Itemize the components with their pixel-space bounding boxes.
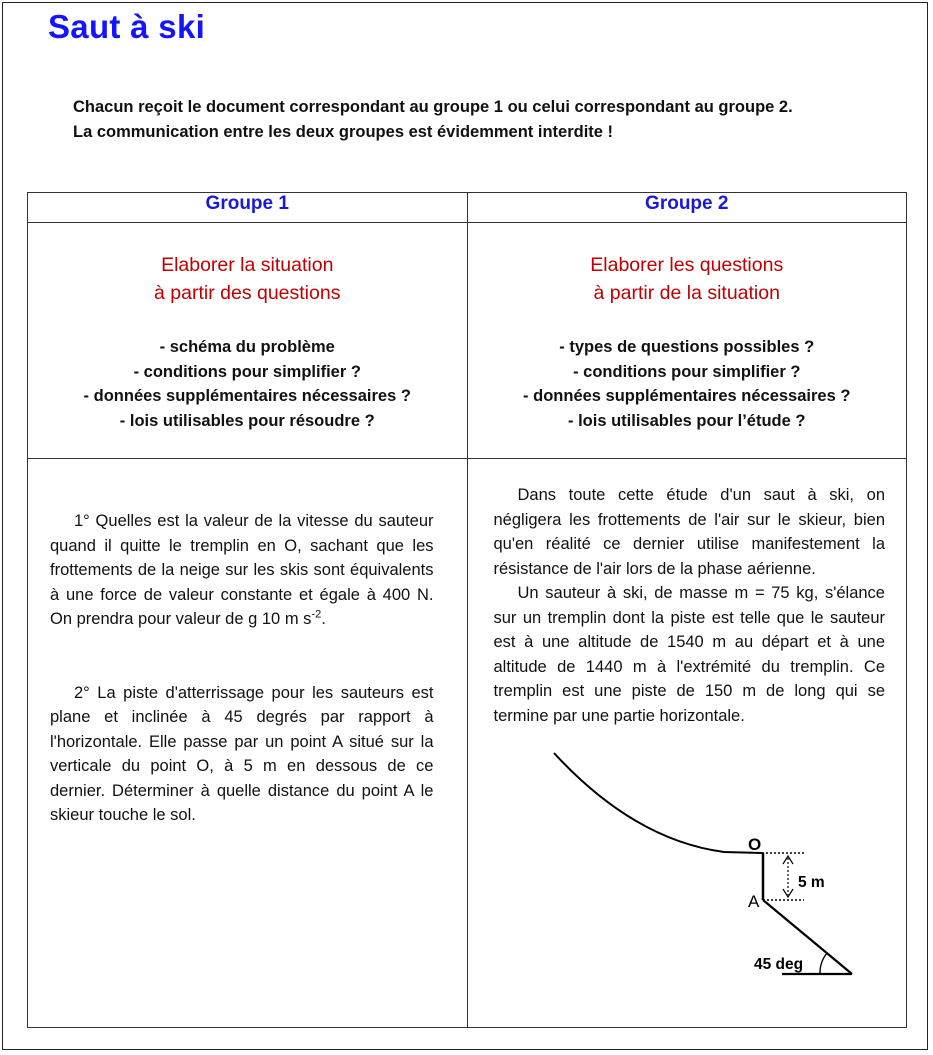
label-o: O [747,835,761,854]
intro-line-2: La communication entre les deux groupes est évidemment interdite ! [73,123,614,141]
question-2: 2° La piste d'atterrissage pour les sauteurs est plane et inclinée à 45 degrés par rapport à l'horizontale. Elle passe par un point A situé sur la verticale du point O, à 5 m en dessous de ce dernier. Déterminer à quelle distance du point A le skieur touche le sol. [50,683,434,824]
group2-task-title-line-1: Elaborer les questions [590,254,784,276]
group2-task-item: - lois utilisables pour l’étude ? [568,411,806,430]
group1-task-item: - conditions pour simplifier ? [133,362,361,381]
question-1 [50,509,434,632]
situation-paragraph-1: Dans toute cette étude d'un saut à ski, on négligera les frottements de l'air sur le skieur, bien qu'en réalité ce dernier utilise manifestement la résistance de l'air lors de la phase aérienne. [493,486,885,578]
situation-paragraph-2: Un sauteur à ski, de masse m = 75 kg, s'élance sur un tremplin dont la piste est telle que le sauteur est à une altitude de 1540 m au départ et à une altitude de 1440 m à l'extrémité du tremplin. Ce tremplin est une piste de 150 m de long qui se termine par une partie horizontale. [493,584,885,725]
intro-text [73,95,793,145]
group1-task-title-line-1: Elaborer la situation [161,254,334,276]
height-label: 5 m [797,874,825,891]
group2-task-item: - types de questions possibles ? [559,338,815,356]
group2-task-item: - données supplémentaires nécessaires ? [523,387,851,405]
group2-task-title [468,251,907,307]
group1-task-cell [28,223,468,459]
group2-situation-cell [467,459,907,1028]
group1-task-title [28,251,467,307]
group1-task-title-line-2: à partir des questions [154,282,341,304]
group2-task-cell [467,223,907,459]
ramp-curve [554,753,762,853]
intro-line-1: Chacun reçoit le document correspondant au groupe 1 ou celui correspondant au groupe 2. [73,98,793,116]
label-a: A [747,892,759,911]
group2-task-list [468,335,907,433]
group1-header: Groupe 1 [28,193,468,223]
groups-table [27,192,907,1028]
group1-task-item: - lois utilisables pour résoudre ? [119,411,375,430]
group1-questions-cell [28,459,468,1028]
group2-task-item: - conditions pour simplifier ? [573,362,801,381]
group1-task-item: - schéma du problème [159,338,335,356]
group2-header: Groupe 2 [467,193,907,223]
question-1-exponent: -2 [311,608,322,621]
ski-jump-diagram [524,740,854,980]
page-title: Saut à ski [48,8,206,45]
question-1-text: 1° Quelles est la valeur de la vitesse du sauteur quand il quitte le tremplin en O, sachant que les frottements de la neige sur les skis sont équivalents à une force de valeur constante et égale à 400 N. On prendra pour valeur de g 10 m s [50,512,434,628]
group1-task-item: - données supplémentaires nécessaires ? [83,387,411,405]
angle-label: 45 deg [753,956,803,973]
question-1-end: . [321,610,326,628]
angle-arc [819,953,826,974]
group2-task-title-line-2: à partir de la situation [593,282,780,304]
group1-task-list [28,335,467,433]
